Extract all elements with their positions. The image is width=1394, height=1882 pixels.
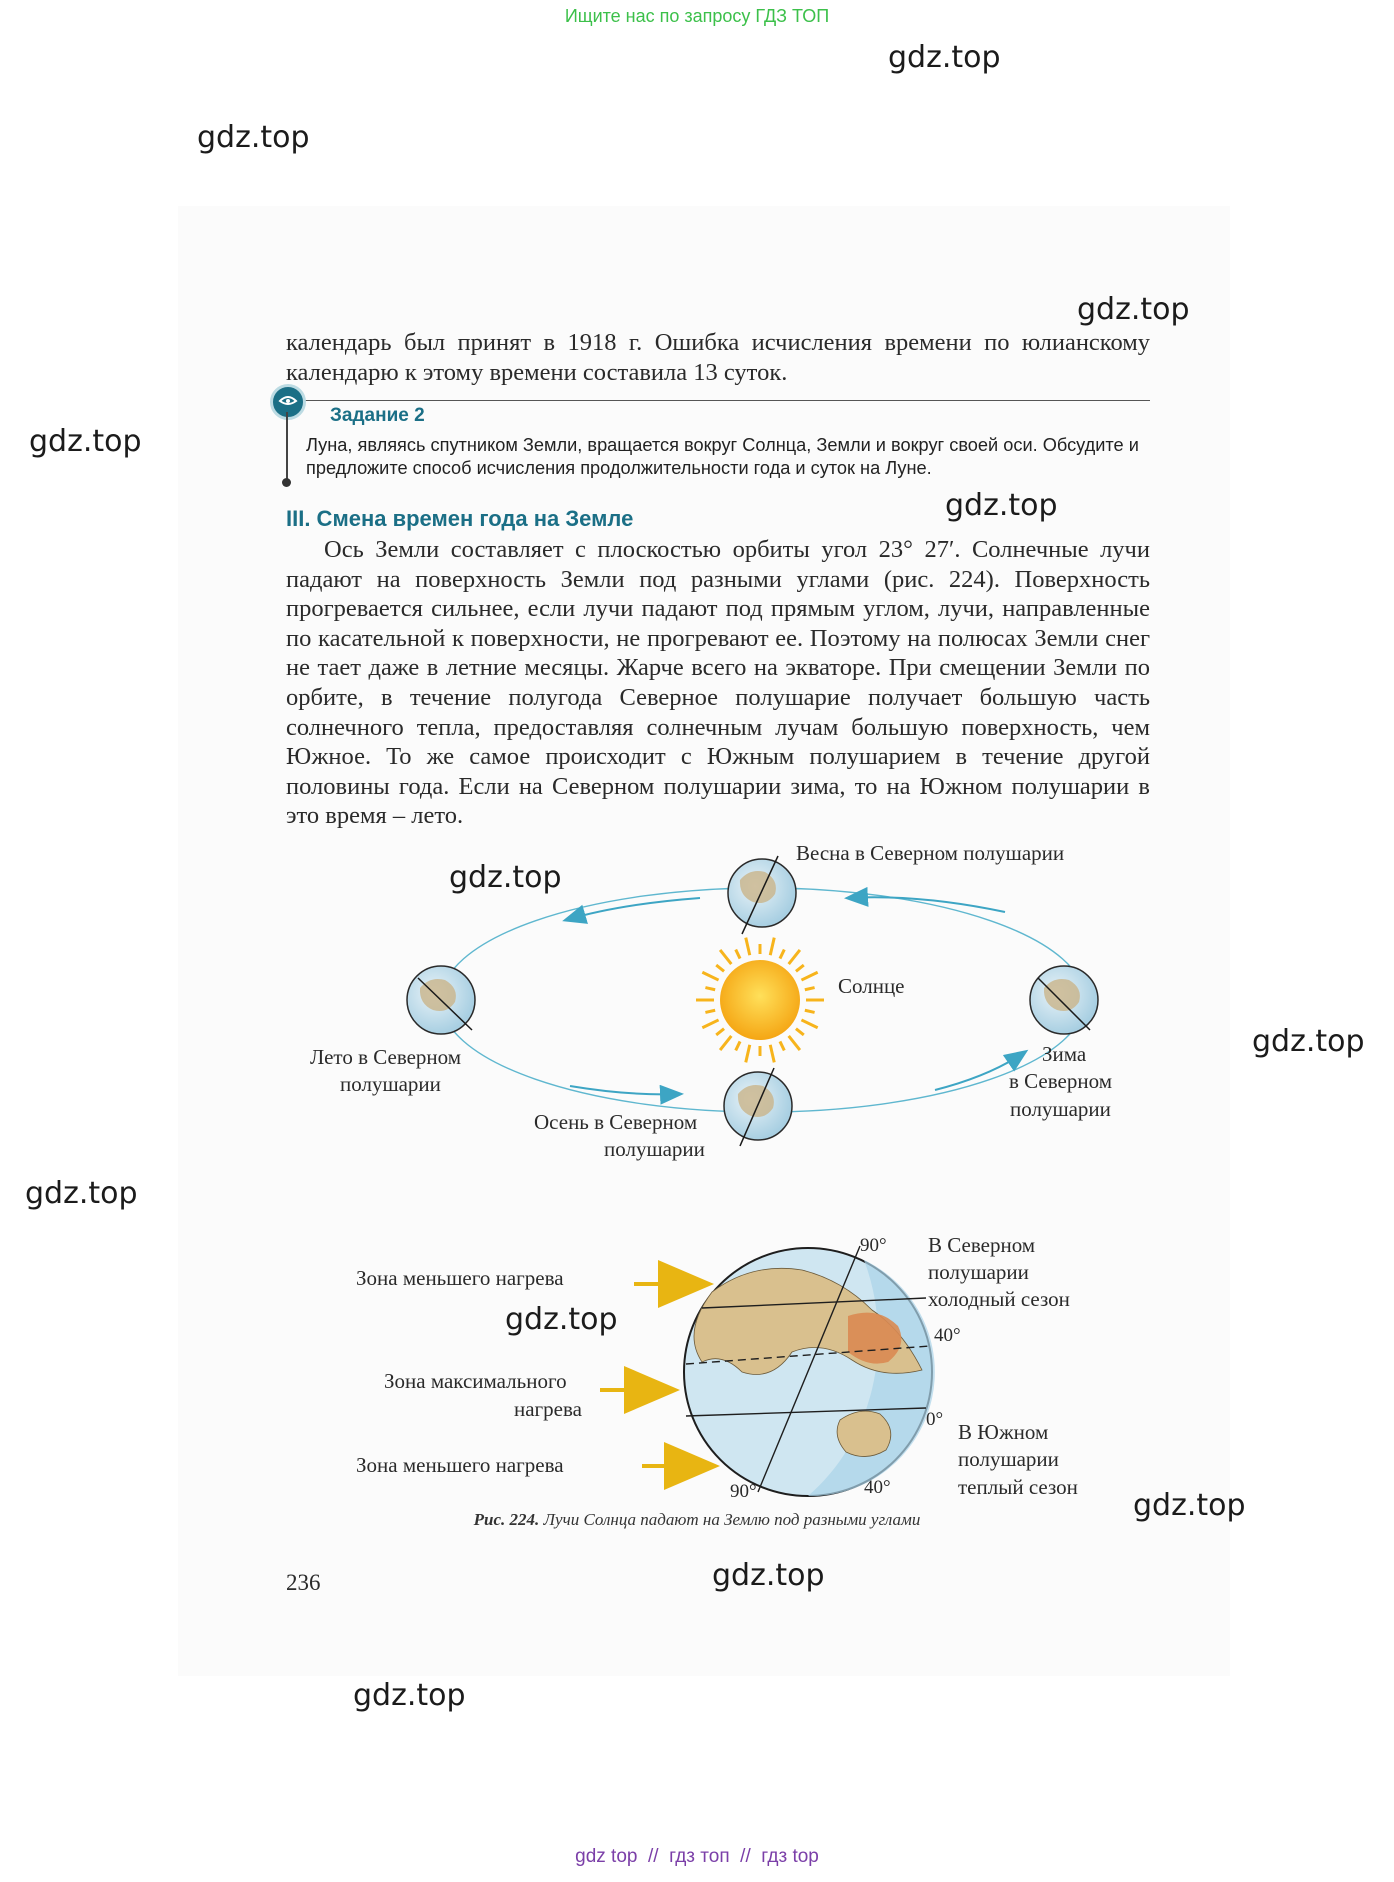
label-sun: Солнце [838,974,905,998]
sun-ray [705,988,715,990]
sun-ray [720,950,731,964]
label-zone-less-bottom: Зона меньшего нагрева [356,1453,564,1477]
label-zone-less-top: Зона меньшего нагрева [356,1266,564,1290]
label-deg-40-bottom: 40° [864,1477,891,1498]
globe-summer-icon [407,966,475,1034]
sun-ray [789,950,800,964]
caption-text: Лучи Солнца падают на Землю под разными углами [543,1510,921,1529]
watermark: gdz.top [1077,292,1190,327]
watermark: gdz.top [712,1558,825,1593]
label-autumn-1: Осень в Северном [534,1110,698,1134]
label-north-3: холодный сезон [928,1287,1070,1311]
watermark: gdz.top [1252,1024,1365,1059]
watermark: gdz.top [1133,1488,1246,1523]
label-north-2: полушарии [928,1260,1029,1284]
watermark: gdz.top [25,1176,138,1211]
label-winter-2: в Северном [1009,1069,1112,1093]
label-spring: Весна в Северном полушарии [796,841,1065,865]
sun-ray [801,1020,817,1028]
caption-figure-ref: Рис. 224. [473,1510,540,1529]
sun-ray [746,1045,750,1063]
label-deg-40-right: 40° [934,1325,961,1346]
sun-ray [780,950,784,959]
globe-autumn-icon [724,1068,792,1146]
watermark: gdz.top [888,40,1001,75]
watermark: gdz.top [197,120,310,155]
top-banner[interactable]: Ищите нас по запросу ГДЗ ТОП [564,6,830,26]
bottom-links[interactable]: gdz top // гдз топ // гдз top [575,1846,819,1867]
sun-ray [789,1036,800,1050]
orbit-arrow-left [566,898,700,920]
watermark: gdz.top [29,424,142,459]
sun-ray [780,1041,784,1050]
label-zone-max-1: Зона максимального [384,1369,567,1393]
label-south-1: В Южном [958,1420,1049,1444]
sun-ray [746,938,750,956]
label-south-2: полушарии [958,1447,1059,1471]
sun-ray [805,1010,815,1012]
sun-ray [702,1020,718,1028]
page-number: 236 [286,1570,321,1595]
label-south-3: теплый сезон [958,1475,1078,1499]
watermark: gdz.top [945,488,1058,523]
label-zone-max-2: нагрева [514,1397,582,1421]
intro-text: календарь был принят в 1918 г. Ошибка исчисления времени по юлианскому календарю к этому времени составила 13 суток. [286,329,1150,386]
sun-ray [702,972,718,980]
earth-rays-globe [684,1246,935,1496]
orbit-arrow-top-right [848,897,1005,912]
task-text: Луна, являясь спутником Земли, вращается вокруг Солнца, Земли и вокруг своей оси. Обсудите и предложите способ исчисления продолжительности года и суток на Луне. [306,435,1139,478]
label-deg-90-bottom: 90° [730,1481,757,1502]
globe-winter-icon [1030,966,1098,1034]
label-north-1: В Северном [928,1233,1036,1257]
sun-ray [736,950,740,959]
sun-ray [770,1045,774,1063]
figure-caption [0,1510,1394,1530]
label-winter-3: полушарии [1010,1097,1111,1121]
label-deg-90-top: 90° [860,1235,887,1256]
sun-ray [720,1036,731,1050]
section-heading: III. Смена времен года на Земле [286,506,634,531]
sun-ray [716,1029,724,1035]
sun-icon [696,938,824,1063]
sun-ray [796,965,804,971]
sun-ray [736,1041,740,1050]
sun-ray [805,988,815,990]
sun-ray [801,972,817,980]
label-summer-2: полушарии [340,1072,441,1096]
task-title: Задание 2 [330,405,425,426]
main-paragraph: Ось Земли составляет с плоскостью орбиты угол 23° 27′. Солнечные лучи падают на поверхность Земли под разными углами (рис. 224). Поверхность прогревается сильнее, если лучи падают под прямым углом, лучи, направленные по касательной к поверхности, не прогревают ее. Поэтому на полюсах Земли снег не тает даже в летние месяцы. Жарче всего на экваторе. При смещении Земли по орбите, в течение полугода Северное полушарие получает большую часть солнечного тепла, предоставляя солнечным лучам большую поверхность, чем Южное. То же самое происходит с Южным полушарием в течение другой половины года. Если на Северном полушарии зима, то на Южном полушарии в это время – лето. [286,536,1150,830]
watermark: gdz.top [353,1678,466,1713]
sun-ray [770,938,774,956]
watermark: gdz.top [505,1302,618,1337]
sun-ray [716,965,724,971]
label-summer-1: Лето в Северном [310,1045,462,1069]
sun-ray [796,1029,804,1035]
sun-ray [705,1010,715,1012]
watermark: gdz.top [449,860,562,895]
label-autumn-2: полушарии [604,1137,705,1161]
label-deg-0: 0° [926,1409,944,1430]
globe-spring-icon [728,856,796,934]
label-winter-1: Зима [1042,1042,1087,1066]
